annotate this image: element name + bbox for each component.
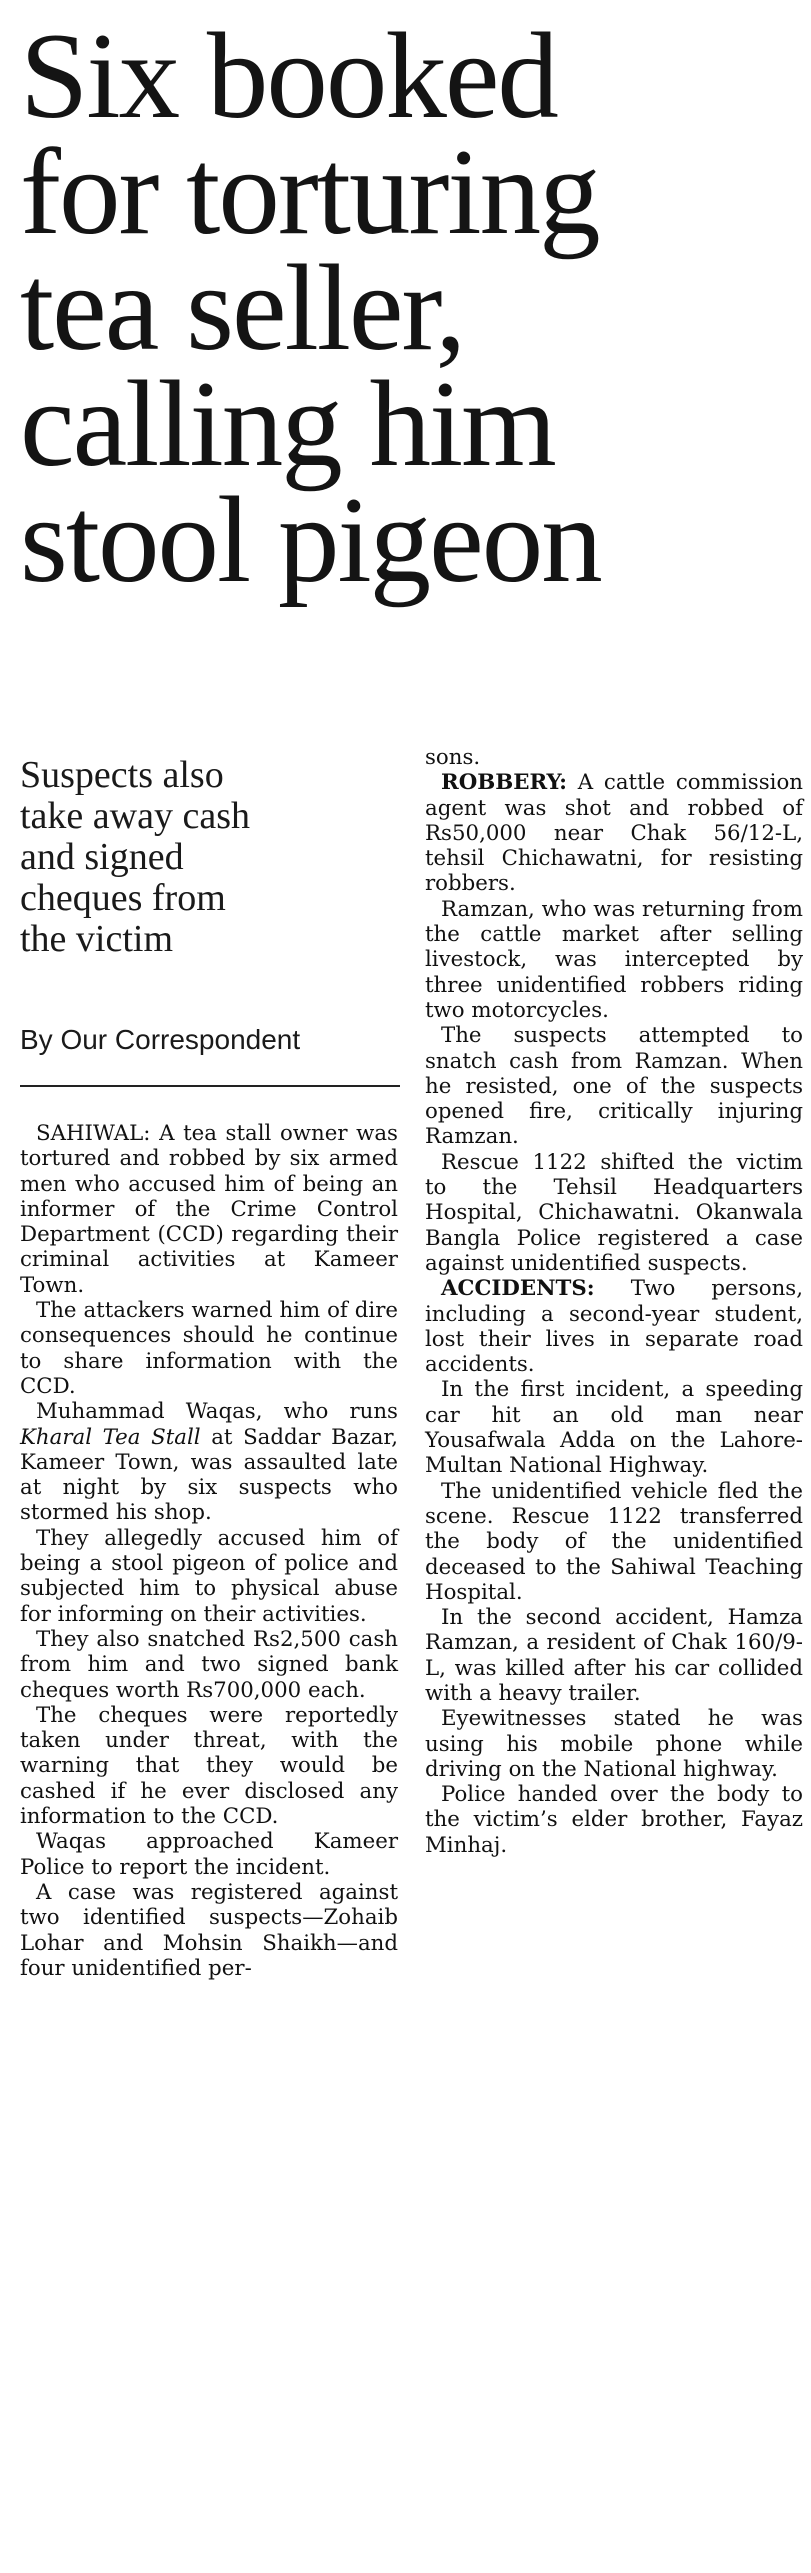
article-column-2 xyxy=(425,745,803,1858)
paragraph-robbery xyxy=(425,770,803,896)
paragraph: They allegedly accused him of being a stool pigeon of police and subjected him to physical abuse for informing on their activities. xyxy=(20,1525,398,1627)
paragraph: The attackers warned him of dire consequences should he continue to share information with the CCD. xyxy=(20,1298,398,1399)
paragraph: Eyewitnesses stated he was using his mobile phone while driving on the National highway. xyxy=(425,1706,803,1782)
section-kicker-accidents: ACCIDENTS: xyxy=(441,1276,595,1302)
subheadline-line: Suspects also xyxy=(20,754,224,796)
text-run: A cattle commission agent was shot and robbed of Rs50,000 near Chak 56/12-L, tehsil Chichawatni, for resisting robbers. xyxy=(425,770,803,897)
headline-line: calling him xyxy=(20,355,555,492)
headline-line: tea seller, xyxy=(20,239,465,376)
paragraph: The cheques were reportedly taken under threat, with the warning that they would be cashed if he ever disclosed any information to the CCD. xyxy=(20,1702,398,1830)
paragraph: The unidentified vehicle fled the scene. Rescue 1122 transferred the body of the unidentified deceased to the Sahiwal Teaching Hospital. xyxy=(425,1478,803,1605)
tea-stall-name: Kharal Tea Stall xyxy=(20,1424,201,1450)
subheadline-line: cheques from xyxy=(20,877,226,919)
paragraph: SAHIWAL: A tea stall owner was tortured and robbed by six armed men who accused him of being an informer of the Crime Control Department (CCD) regarding their criminal activities at Kameer Town. xyxy=(20,1121,398,1298)
paragraph: The suspects attempted to snatch cash from Ramzan. When he resisted, one of the suspects opened fire, critically injuring Ramzan. xyxy=(425,1023,803,1150)
byline-divider xyxy=(20,1085,400,1087)
text-run: Muhammad Waqas, who runs xyxy=(36,1399,398,1425)
subheadline xyxy=(20,755,400,960)
headline-line: Six booked xyxy=(20,7,557,144)
subheadline-line: take away cash xyxy=(20,795,250,837)
headline-line: for torturing xyxy=(20,123,599,260)
paragraph: Police handed over the body to the victim’s elder brother, Fayaz Minhaj. xyxy=(425,1782,803,1858)
paragraph-waqas xyxy=(20,1399,398,1525)
paragraph: In the first incident, a speeding car hit an old man near Yousafwala Adda on the Lahore-Multan National Highway. xyxy=(425,1377,803,1479)
subheadline-line: and signed xyxy=(20,836,184,878)
paragraph: Waqas approached Kameer Police to report the incident. xyxy=(20,1829,398,1880)
subheadline-line: the victim xyxy=(20,918,174,960)
paragraph-continuation: sons. xyxy=(425,745,481,770)
text-run: at Saddar Bazar, Kameer Town, was assaulted late at night by six suspects who stormed his shop. xyxy=(20,1424,398,1526)
section-kicker-robbery: ROBBERY: xyxy=(441,770,567,796)
text-run: Two persons, including a second-year student, lost their lives in separate road accidents. xyxy=(425,1276,803,1378)
headline xyxy=(20,7,800,608)
headline-line: stool pigeon xyxy=(20,471,601,608)
paragraph: Rescue 1122 shifted the victim to the Tehsil Headquarters Hospital, Chichawatni. Okanwala Bangla Police registered a case against unidentified suspects. xyxy=(425,1149,803,1276)
paragraph-accidents xyxy=(425,1276,803,1377)
article-column-1 xyxy=(20,1121,398,1981)
paragraph: In the second accident, Hamza Ramzan, a resident of Chak 160/9-L, was killed after his car collided with a heavy trailer. xyxy=(425,1605,803,1706)
paragraph: Ramzan, who was returning from the cattle market after selling livestock, was intercepted by three unidentified robbers riding two motorcycles. xyxy=(425,896,803,1023)
paragraph: They also snatched Rs2,500 cash from him and two signed bank cheques worth Rs700,000 each. xyxy=(20,1626,398,1703)
paragraph: A case was registered against two identified suspects—Zohaib Lohar and Mohsin Shaikh—and four unidentified per- xyxy=(20,1879,398,1981)
byline: By Our Correspondent xyxy=(20,1024,301,1055)
